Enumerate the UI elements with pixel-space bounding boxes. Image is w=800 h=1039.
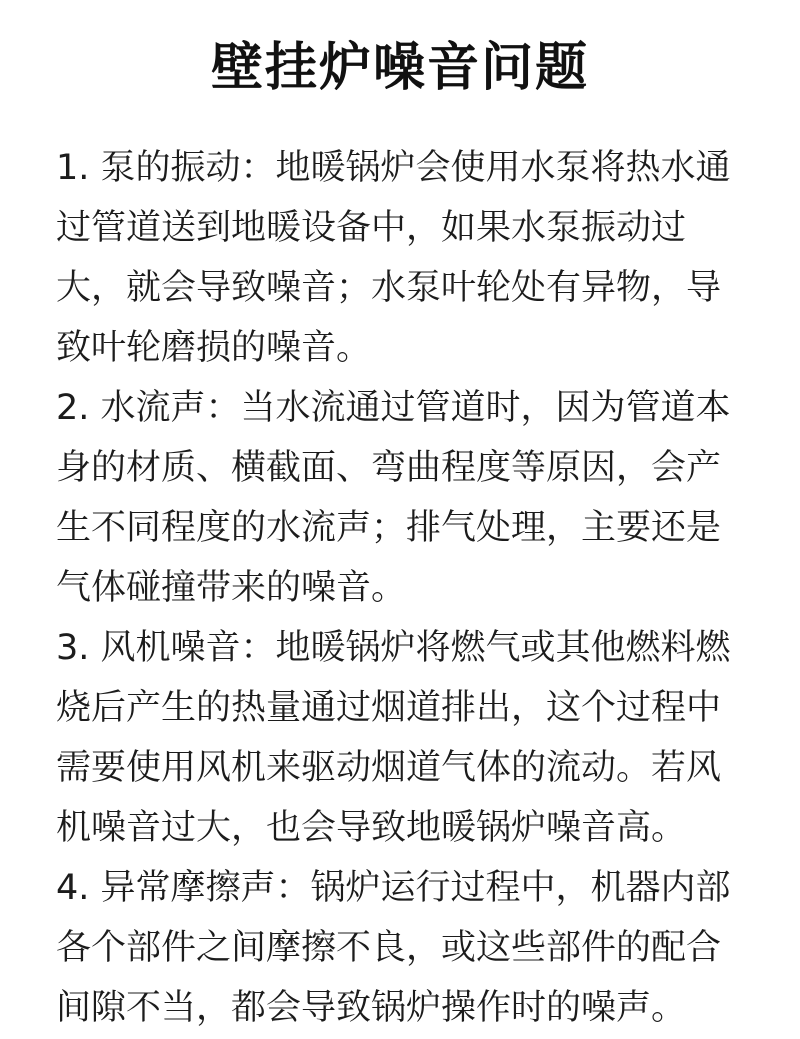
text-line: 4. 异常摩擦声：锅炉运行过程中，机器内部 [56, 868, 731, 908]
text-line: 间隙不当，都会导致锅炉操作时的噪声。 [56, 988, 687, 1028]
text-line: 生不同程度的水流声；排气处理，主要还是 [56, 508, 722, 548]
page-title: 壁挂炉噪音问题 [210, 38, 589, 98]
text-line: 致叶轮磨损的噪音。 [56, 328, 372, 368]
document-body [56, 138, 746, 1038]
text-line: 1. 泵的振动：地暖锅炉会使用水泵将热水通 [56, 148, 731, 188]
text-line: 需要使用风机来驱动烟道气体的流动。若风 [56, 748, 722, 788]
text-line: 3. 风机噪音：地暖锅炉将燃气或其他燃料燃 [56, 628, 731, 668]
text-line: 气体碰撞带来的噪音。 [56, 568, 407, 608]
text-line: 2. 水流声：当水流通过管道时，因为管道本 [56, 388, 731, 428]
text-line: 机噪音过大，也会导致地暖锅炉噪音高。 [56, 808, 687, 848]
text-line: 过管道送到地暖设备中，如果水泵振动过 [56, 208, 687, 248]
text-line: 烧后产生的热量通过烟道排出，这个过程中 [56, 688, 722, 728]
text-line: 大，就会导致噪音；水泵叶轮处有异物，导 [56, 268, 722, 308]
text-line: 各个部件之间摩擦不良，或这些部件的配合 [56, 928, 722, 968]
text-line: 身的材质、横截面、弯曲程度等原因，会产 [56, 448, 722, 488]
